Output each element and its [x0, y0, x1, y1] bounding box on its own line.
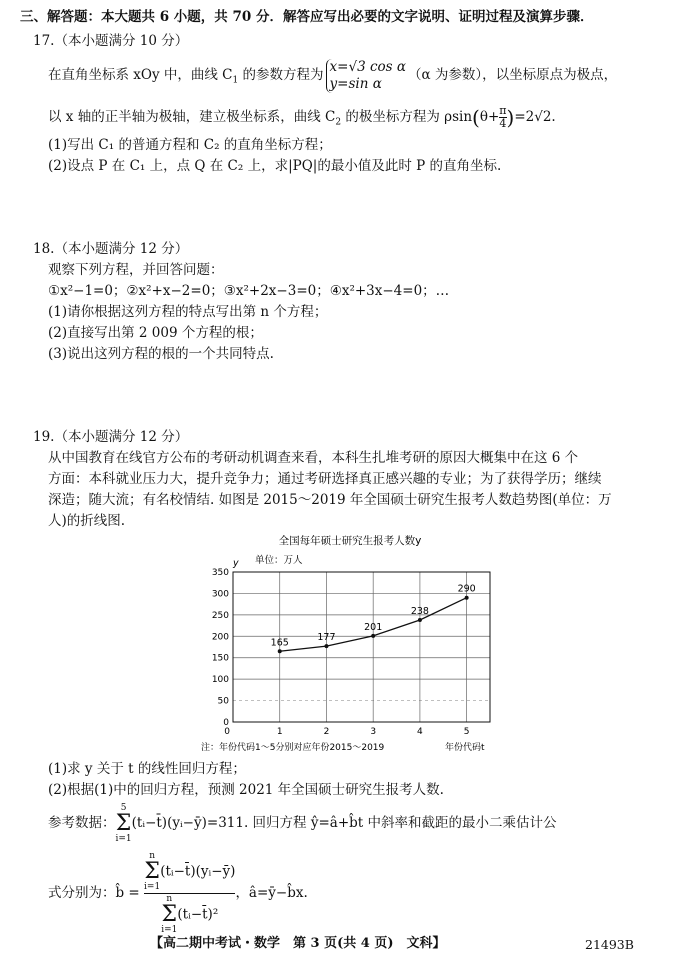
footer-page-info: 【高二期中考试・数学 第 3 页(共 4 页) 文科】 [150, 936, 446, 951]
sum-lower-den: i=1 [161, 925, 178, 935]
sum-upper: 5 [120, 802, 127, 813]
q17-line1-b: 的参数方程为 [238, 67, 324, 83]
intercept-formula: ，â=ȳ−b̂x. [235, 885, 308, 901]
q18-heading: 18.（本小题满分 12 分） [33, 241, 189, 257]
denominator-expr: (tᵢ−t̄)² [177, 906, 219, 923]
data-point [278, 649, 282, 653]
frac-denominator: 4 [499, 117, 507, 130]
q18-part2: (2)直接写出第 2 009 个方程的根； [48, 325, 263, 341]
data-label: 290 [457, 583, 476, 595]
x-tick-label: 5 [463, 727, 470, 737]
sigma-glyph: Σ [161, 902, 178, 927]
q18-part3: (3)说出这列方程的根的一个共同特点. [48, 346, 274, 362]
q19-line4: 人)的折线图. [48, 513, 126, 529]
sum-symbol [116, 804, 132, 844]
data-point [418, 618, 422, 622]
y-tick-label: 300 [211, 589, 229, 600]
q17-line2-a: 以 x 轴的正半轴为极轴，建立极坐标系，曲线 C [48, 109, 336, 125]
x-axis-note: 注：年份代码1～5分别对应年份2015～2019 [201, 743, 385, 753]
q17-heading: 17.（本小题满分 10 分） [33, 33, 189, 49]
paren-open: ( [472, 105, 480, 130]
y-tick-label: 200 [211, 632, 229, 643]
data-label: 201 [364, 621, 383, 633]
footer-code: 21493B [585, 937, 634, 952]
x-tick-labels [224, 727, 469, 737]
formula-label: 式分别为：b̂ = [48, 885, 140, 901]
data-label: 238 [410, 606, 429, 617]
y-tick-labels [212, 568, 229, 728]
fraction-numerator [144, 852, 235, 892]
paren-close: ) [506, 105, 515, 130]
x-axis-label: 年份代码t [445, 743, 485, 753]
param-eq-y: y=sin α [329, 75, 382, 92]
y-axis-label: y [233, 558, 239, 569]
data-point [465, 596, 469, 600]
q18-line1: 观察下列方程，并回答问题： [48, 262, 224, 278]
q17-part1: (1)写出 C₁ 的普通方程和 C₂ 的直角坐标方程； [48, 137, 332, 153]
q17-line1 [48, 58, 617, 98]
q18-equations: ①x²−1=0；②x²+x−2=0；③x²+2x−3=0；④x²+3x−4=0；… [48, 283, 450, 299]
y-tick-label: 0 [223, 718, 229, 728]
q19-heading: 19.（本小题满分 12 分） [33, 429, 189, 445]
x-tick-label: 0 [224, 727, 230, 737]
data-point [324, 644, 328, 648]
y-tick-label: 150 [211, 653, 229, 664]
sigma-glyph: Σ [144, 859, 160, 884]
data-point [371, 634, 375, 638]
pi-over-four [499, 105, 506, 130]
ref-label: 参考数据： [48, 815, 116, 831]
x-tick-label: 3 [370, 727, 377, 737]
c1-subscript: 1 [232, 75, 239, 86]
ref-text: (tᵢ−t̄)(yᵢ−ȳ)=311. 回归方程 ŷ=â+b̂t 中斜率和截距的最小二乘估计公 [131, 815, 557, 831]
q17-part2: (2)设点 P 在 C₁ 上，点 Q 在 C₂ 上，求|PQ|的最小值及此时 P 的直角坐标. [48, 158, 502, 174]
theta-plus: θ+ [479, 109, 500, 125]
q19-reference-line [48, 803, 557, 844]
chart-title: 全国每年硕士研究生报考人数y [278, 535, 422, 547]
x-tick-label: 2 [323, 727, 330, 737]
sum-symbol-num [144, 852, 160, 892]
q18-part1: (1)请你根据这列方程的特点写出第 n 个方程； [48, 304, 328, 320]
y-tick-label: 350 [211, 568, 229, 578]
line-chart [195, 530, 505, 755]
slope-fraction [144, 852, 235, 935]
fraction-denominator [161, 895, 218, 935]
sigma-glyph: Σ [115, 810, 132, 836]
q17-line2-c: =2√2. [514, 109, 556, 125]
q17-line2-b: 的极坐标方程为 ρsin [341, 109, 473, 125]
q19-part1: (1)求 y 关于 t 的线性回归方程； [48, 761, 246, 777]
sum-symbol-den [161, 895, 177, 935]
y-tick-label: 100 [211, 675, 229, 686]
chart-unit-label: 单位：万人 [255, 555, 303, 566]
c2-subscript: 2 [335, 117, 342, 128]
x-tick-label: 1 [276, 727, 283, 737]
numerator-expr: (tᵢ−t̄)(yᵢ−ȳ) [160, 863, 236, 880]
x-tick-label: 4 [417, 727, 423, 737]
q17-line1-a: 在直角坐标系 xOy 中，曲线 C [48, 67, 233, 83]
sum-upper-num: n [149, 851, 156, 861]
q19-part2: (2)根据(1)中的回归方程，预测 2021 年全国硕士研究生报考人数. [48, 782, 444, 798]
data-label: 165 [270, 637, 289, 649]
frac-numerator: π [499, 104, 507, 117]
q17-line1-c: （α 为参数），以坐标原点为极点， [407, 67, 618, 83]
sum-upper-den: n [166, 894, 173, 904]
section-title: 三、解答题：本大题共 6 小题，共 70 分．解答应写出必要的文字说明、证明过程及演算步骤． [20, 9, 594, 25]
sum-lower: i=1 [115, 833, 132, 844]
param-eq-x: x=√3 cos α [329, 58, 406, 75]
q19-formula-line [48, 852, 308, 935]
parametric-system [326, 59, 406, 93]
y-tick-label: 50 [217, 696, 229, 707]
q17-line2 [48, 104, 556, 136]
fraction-bar [144, 893, 235, 894]
q19-line3: 深造；随大流；有名校情结. 如图是 2015～2019 年全国硕士研究生报考人数趋势图(单位：万 [48, 492, 612, 508]
q19-line1: 从中国教育在线官方公布的考研动机调查来看，本科生扎堆考研的原因大概集中在这 6 个 [48, 450, 579, 466]
sum-lower-num: i=1 [144, 882, 161, 892]
q19-line2: 方面：本科就业压力大，提升竞争力；通过考研选择真正感兴趣的专业；为了获得学历；继续 [48, 471, 602, 487]
y-tick-label: 250 [211, 610, 229, 621]
data-label: 177 [317, 632, 336, 644]
